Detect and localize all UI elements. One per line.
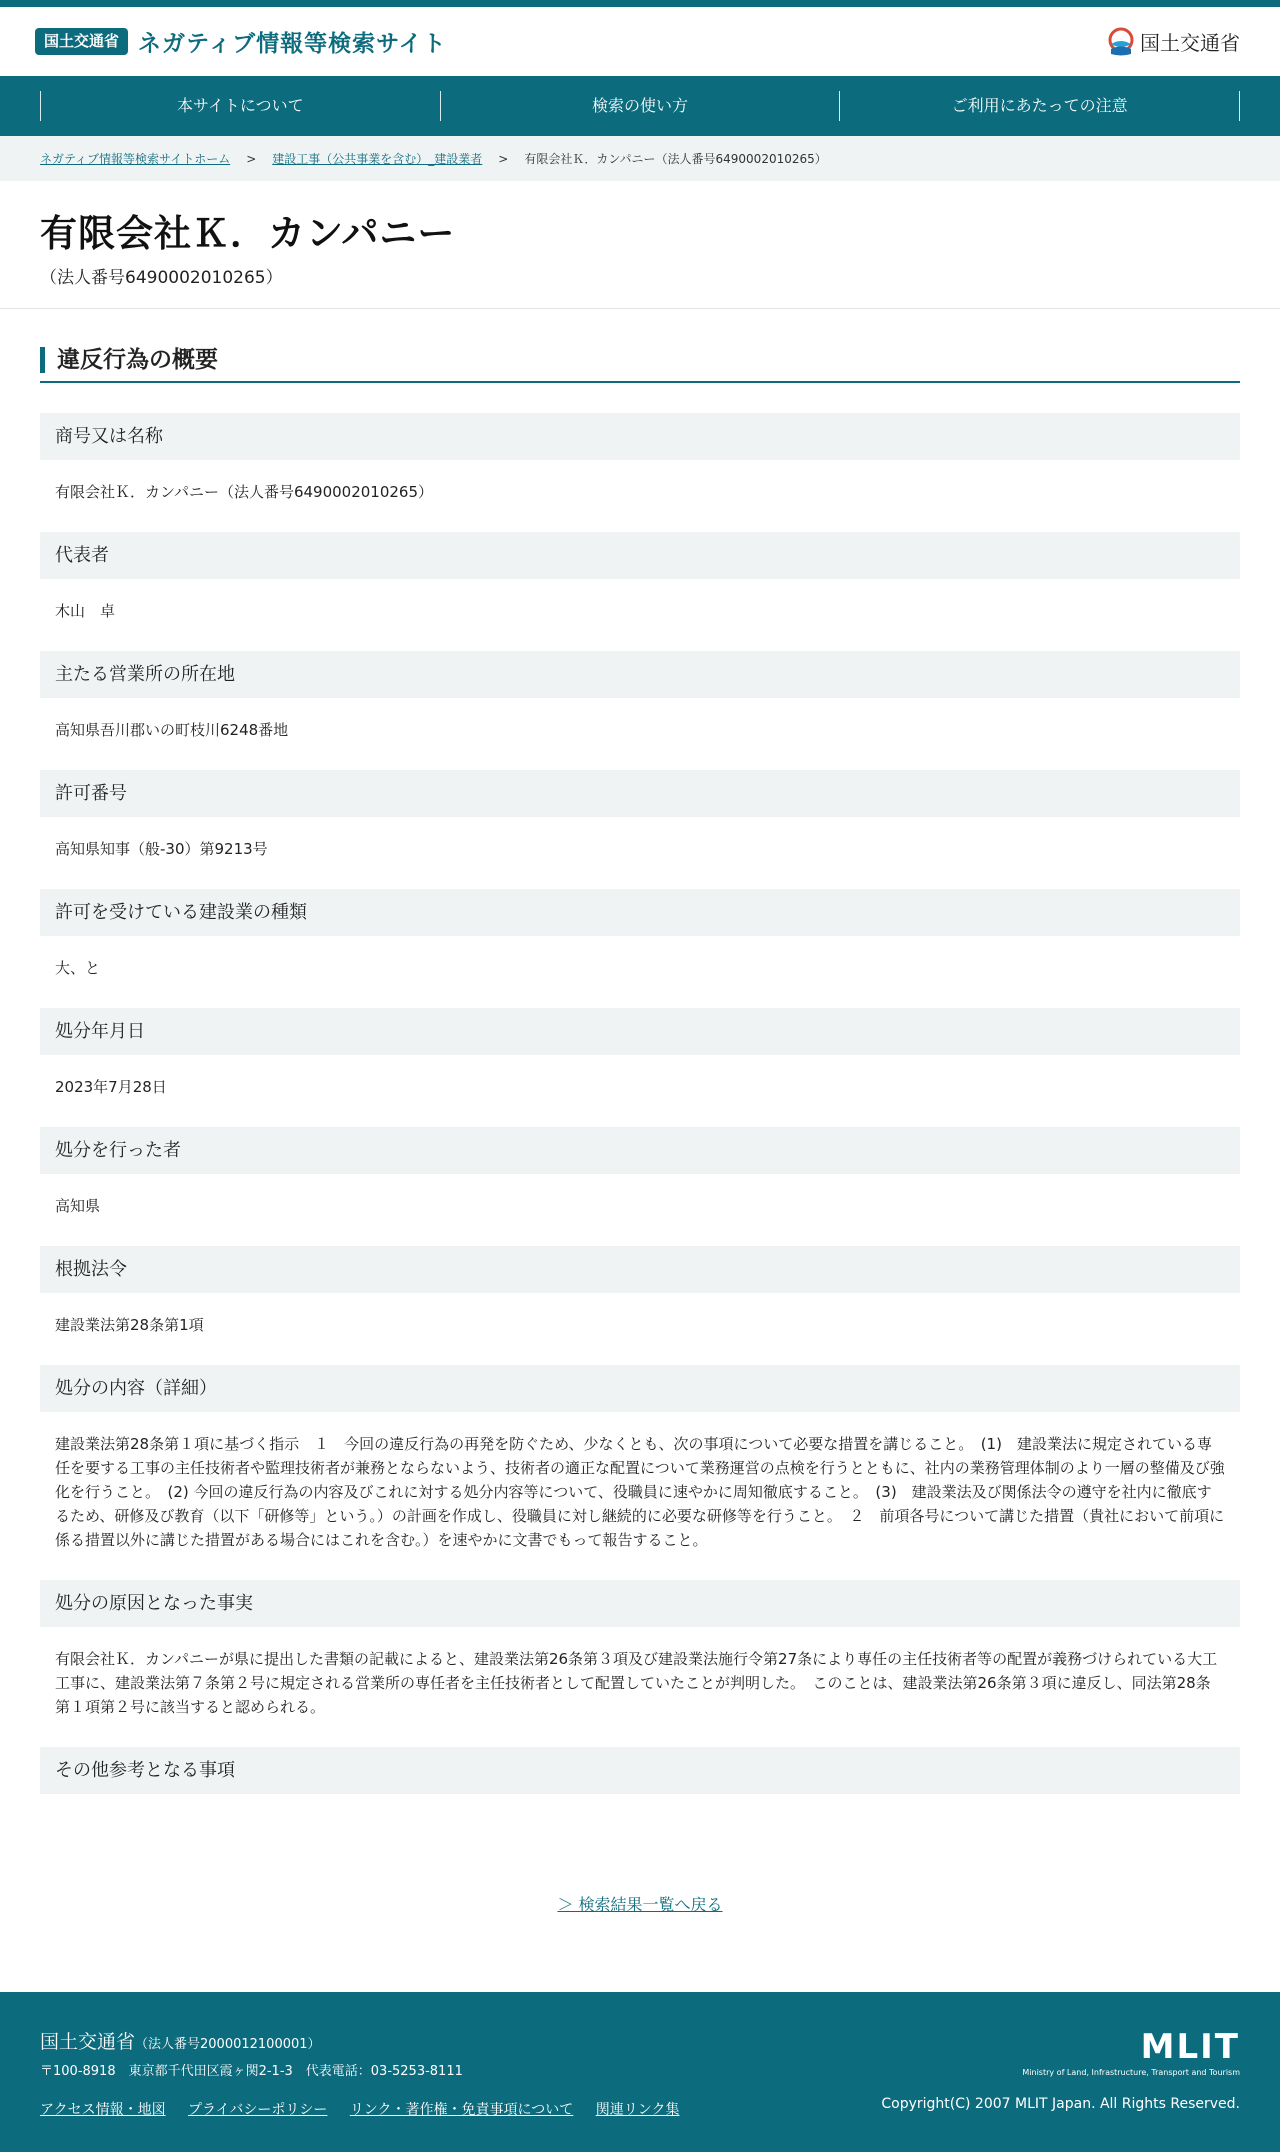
detail-item [40,889,1240,980]
back-to-results-link[interactable]: ＞ 検索結果一覧へ戻る [557,1895,723,1914]
site-title: ネガティブ情報等検索サイト [138,31,447,57]
breadcrumb [0,136,1280,181]
page-heading [0,181,1280,309]
item-label: 処分年月日 [40,1008,1240,1055]
item-label: 処分の内容（詳細） [40,1365,1240,1412]
item-label: その他参考となる事項 [40,1747,1240,1794]
mlit-logo-subtitle: Ministry of Land, Infrastructure, Transport and Tourism [1022,2068,1240,2077]
footer-org-name: 国土交通省 [40,2031,136,2053]
breadcrumb-category[interactable]: 建設工事（公共事業を含む）_建設業者 [272,152,483,166]
footer-link-copyright[interactable]: リンク・著作権・免責事項について [349,2102,574,2118]
item-value: 木山 卓 [55,602,116,620]
detail-item [40,1580,1240,1719]
item-value: 高知県吾川郡いの町枝川6248番地 [55,721,289,739]
breadcrumb-home[interactable]: ネガティブ情報等検索サイトホーム [40,152,231,166]
site-footer [0,1992,1280,2152]
footer-link-related[interactable]: 関連リンク集 [595,2102,680,2118]
item-value [40,1794,1240,1814]
ministry-badge: 国土交通省 [35,28,128,55]
item-value: 有限会社Ｋ．カンパニーが県に提出した書類の記載によると、建設業法第26条第３項及び建設業法施行令第27条により専任の主任技術者等の配置が義務づけられている大工工事に、建設業法第７条第２号に規定される営業所の専任者を主任技術者として配置していたことが判明した。 このことは、建設業法第26条第３項に違反し、同法第28条第１項第２号に該当すると認められる。 [55,1650,1218,1716]
item-value: 2023年7月28日 [55,1078,167,1096]
top-accent-bar [0,0,1280,7]
corp-number: （法人番号6490002010265） [40,268,283,288]
ministry-logo-link[interactable] [1108,27,1240,57]
detail-item [40,1365,1240,1552]
copyright: Copyright(C) 2007 MLIT Japan. All Rights Reserved. [881,2096,1240,2112]
item-label: 根拠法令 [40,1246,1240,1293]
main-content [0,309,1280,1992]
site-header [0,7,1280,76]
detail-item [40,770,1240,861]
detail-item [40,1008,1240,1099]
section-title: 違反行為の概要 [40,347,1240,373]
breadcrumb-separator: > [246,151,257,166]
item-value: 大、と [55,959,101,977]
detail-item [40,1747,1240,1814]
detail-item [40,651,1240,742]
breadcrumb-current: 有限会社Ｋ．カンパニー（法人番号6490002010265） [524,152,827,166]
item-label: 処分の原因となった事実 [40,1580,1240,1627]
footer-corp-number: （法人番号2000012100001） [135,2037,321,2052]
ministry-name: 国土交通省 [1140,31,1240,55]
mlit-logo [1022,2027,1240,2077]
item-label: 代表者 [40,532,1240,579]
breadcrumb-separator: > [498,151,509,166]
item-value: 建設業法第28条第1項 [55,1316,204,1334]
detail-item [40,1127,1240,1218]
item-value: 建設業法第28条第１項に基づく指示 １ 今回の違反行為の再発を防ぐため、少なくとも、次の事項について必要な措置を講じること。 (1) 建設業法に規定されている専任を要する工事の主任技術者や監理技術者が兼務とならないよう、技術者の適正な配置について業務運営の点検を行うとともに、社内の業務管理体制のより一層の整備及び強化を行うこと。 (2) 今回の違反行為の内容及びこれに対する処分内容等について、役職員に速やかに周知徹底すること。 (3) 建設業法及び関係法令の遵守を社内に徹底するため、研修及び教育（以下「研修等」という。）の計画を作成し、役職員に対し継続的に必要な研修等を行うこと。 ２ 前項各号について講じた措置（貴社において前項に係る措置以外に講じた措置がある場合にはこれを含む。）を速やかに文書でもって報告すること。 [55,1435,1225,1549]
site-logo-link[interactable] [35,25,447,58]
section-header [40,347,1240,383]
item-label: 許可を受けている建設業の種類 [40,889,1240,936]
footer-link-privacy[interactable]: プライバシーポリシー [188,2102,328,2118]
nav-how-to-search[interactable]: 検索の使い方 [440,91,840,121]
nav-usage-notes[interactable]: ご利用にあたっての注意 [839,91,1240,121]
item-value: 有限会社Ｋ．カンパニー（法人番号6490002010265） [55,483,434,501]
detail-item [40,1246,1240,1337]
item-label: 商号又は名称 [40,413,1240,460]
ministry-emblem-icon [1108,27,1134,57]
item-label: 処分を行った者 [40,1127,1240,1174]
footer-address: 〒100-8918 東京都千代田区霞ヶ関2-1-3 代表電話：03-5253-8111 [40,2064,463,2079]
detail-item [40,532,1240,623]
footer-link-access[interactable]: アクセス情報・地図 [40,2102,166,2118]
global-nav [0,76,1280,136]
item-value: 高知県知事（般-30）第9213号 [55,840,268,858]
page-title: 有限会社Ｋ．カンパニー [40,212,456,255]
item-label: 許可番号 [40,770,1240,817]
mlit-logo-word: MLIT [1140,2027,1240,2067]
back-link-area [40,1842,1240,1992]
nav-about-site[interactable]: 本サイトについて [40,91,440,121]
item-value: 高知県 [55,1197,101,1215]
item-label: 主たる営業所の所在地 [40,651,1240,698]
detail-item [40,413,1240,504]
